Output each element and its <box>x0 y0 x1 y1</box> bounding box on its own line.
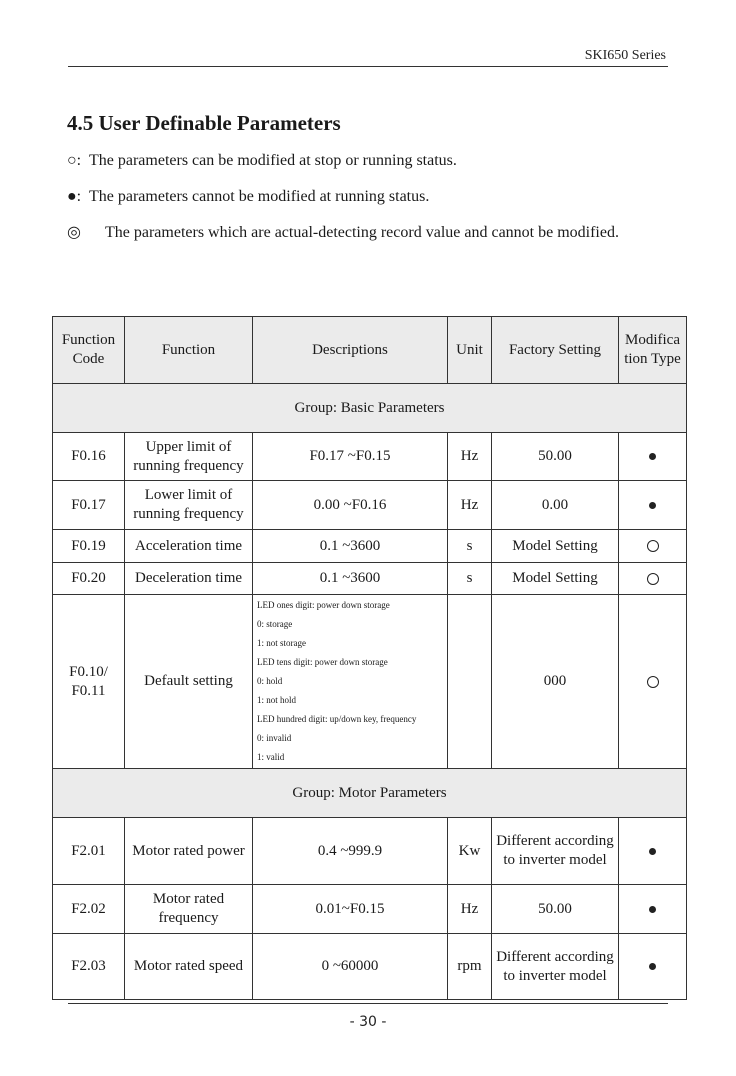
cell-factory-setting: Model Setting <box>492 530 619 563</box>
cell-description: 0.00 ~F0.16 <box>253 481 448 530</box>
header-function: Function <box>125 317 253 384</box>
cell-function: Deceleration time <box>125 563 253 595</box>
group-basic-parameters: Group: Basic Parameters <box>53 384 687 433</box>
cell-code: F0.20 <box>53 563 125 595</box>
filled-dot-icon <box>649 848 656 855</box>
table-row <box>53 885 687 934</box>
desc-line: 1: not storage <box>257 638 306 648</box>
cell-factory-setting: Model Setting <box>492 563 619 595</box>
header-unit: Unit <box>448 317 492 384</box>
cell-code: F2.02 <box>53 885 125 934</box>
cell-factory-setting: Different according to inverter model <box>492 818 619 885</box>
cell-factory-setting: 000 <box>492 595 619 769</box>
cell-factory-setting: Different according to inverter model <box>492 934 619 1000</box>
cell-type <box>619 818 687 885</box>
cell-unit: Hz <box>448 885 492 934</box>
cell-code: F0.10/ F0.11 <box>53 595 125 769</box>
cell-type <box>619 481 687 530</box>
cell-unit: s <box>448 530 492 563</box>
cell-description <box>253 595 448 769</box>
legend-item <box>67 148 672 174</box>
cell-function: Upper limit of running frequency <box>125 433 253 481</box>
parameter-table <box>52 316 687 1000</box>
page-number: - 30 - <box>349 1014 387 1030</box>
cell-function: Motor rated speed <box>125 934 253 1000</box>
cell-type <box>619 595 687 769</box>
table-row <box>53 481 687 530</box>
legend-item <box>67 184 672 210</box>
cell-description: 0 ~60000 <box>253 934 448 1000</box>
cell-type <box>619 530 687 563</box>
table-row <box>53 818 687 885</box>
double-circle-icon: ◎ <box>67 224 81 241</box>
cell-unit: s <box>448 563 492 595</box>
filled-dot-icon <box>649 502 656 509</box>
desc-line: 0: hold <box>257 676 283 686</box>
table-row <box>53 433 687 481</box>
circle-icon: ○: <box>67 152 82 169</box>
filled-dot-icon <box>649 906 656 913</box>
section-title: 4.5 User Definable Parameters <box>67 111 341 135</box>
cell-code: F0.17 <box>53 481 125 530</box>
cell-type <box>619 934 687 1000</box>
header-function-code: Function Code <box>53 317 125 384</box>
cell-unit: Hz <box>448 433 492 481</box>
legend-text: The parameters cannot be modified at running status. <box>89 188 430 205</box>
desc-line: 0: storage <box>257 619 293 629</box>
header-rule <box>68 66 668 67</box>
table-header-row <box>53 317 687 384</box>
circle-icon <box>647 540 659 552</box>
legend-text: The parameters which are actual-detecting record value and cannot be modified. <box>105 224 619 241</box>
desc-line: LED hundred digit: up/down key, frequency <box>257 714 417 724</box>
table-row <box>53 530 687 563</box>
cell-code: F2.01 <box>53 818 125 885</box>
cell-type <box>619 885 687 934</box>
filled-dot-icon <box>649 453 656 460</box>
header-factory-setting: Factory Setting <box>492 317 619 384</box>
cell-code: F0.19 <box>53 530 125 563</box>
cell-type <box>619 563 687 595</box>
table-row <box>53 595 687 769</box>
cell-unit: Kw <box>448 818 492 885</box>
cell-function: Motor rated frequency <box>125 885 253 934</box>
cell-factory-setting: 50.00 <box>492 433 619 481</box>
circle-icon <box>647 676 659 688</box>
cell-unit: rpm <box>448 934 492 1000</box>
group-motor-parameters: Group: Motor Parameters <box>53 769 687 818</box>
header-modification-type: Modifica tion Type <box>619 317 687 384</box>
header-series: SKI650 Series <box>584 48 666 63</box>
header-descriptions: Descriptions <box>253 317 448 384</box>
filled-dot-icon: ●: <box>67 188 82 205</box>
filled-dot-icon <box>649 963 656 970</box>
cell-type <box>619 433 687 481</box>
cell-description: 0.1 ~3600 <box>253 563 448 595</box>
cell-description: 0.4 ~999.9 <box>253 818 448 885</box>
cell-function: Default setting <box>125 595 253 769</box>
footer-rule <box>68 1003 668 1004</box>
cell-description: 0.01~F0.15 <box>253 885 448 934</box>
cell-unit <box>448 595 492 769</box>
circle-icon <box>647 573 659 585</box>
cell-factory-setting: 0.00 <box>492 481 619 530</box>
legend-text: The parameters can be modified at stop or running status. <box>89 152 457 169</box>
cell-function: Motor rated power <box>125 818 253 885</box>
cell-code: F0.16 <box>53 433 125 481</box>
desc-line: 1: not hold <box>257 695 297 705</box>
cell-factory-setting: 50.00 <box>492 885 619 934</box>
desc-line: 1: valid <box>257 752 285 762</box>
table-row <box>53 563 687 595</box>
desc-line: 0: invalid <box>257 733 292 743</box>
cell-code: F2.03 <box>53 934 125 1000</box>
cell-function: Acceleration time <box>125 530 253 563</box>
group-row <box>53 769 687 818</box>
desc-line: LED ones digit: power down storage <box>257 600 390 610</box>
desc-line: LED tens digit: power down storage <box>257 657 388 667</box>
cell-description: F0.17 ~F0.15 <box>253 433 448 481</box>
cell-function: Lower limit of running frequency <box>125 481 253 530</box>
table-row <box>53 934 687 1000</box>
cell-description: 0.1 ~3600 <box>253 530 448 563</box>
legend-item <box>67 220 672 246</box>
cell-unit: Hz <box>448 481 492 530</box>
group-row <box>53 384 687 433</box>
